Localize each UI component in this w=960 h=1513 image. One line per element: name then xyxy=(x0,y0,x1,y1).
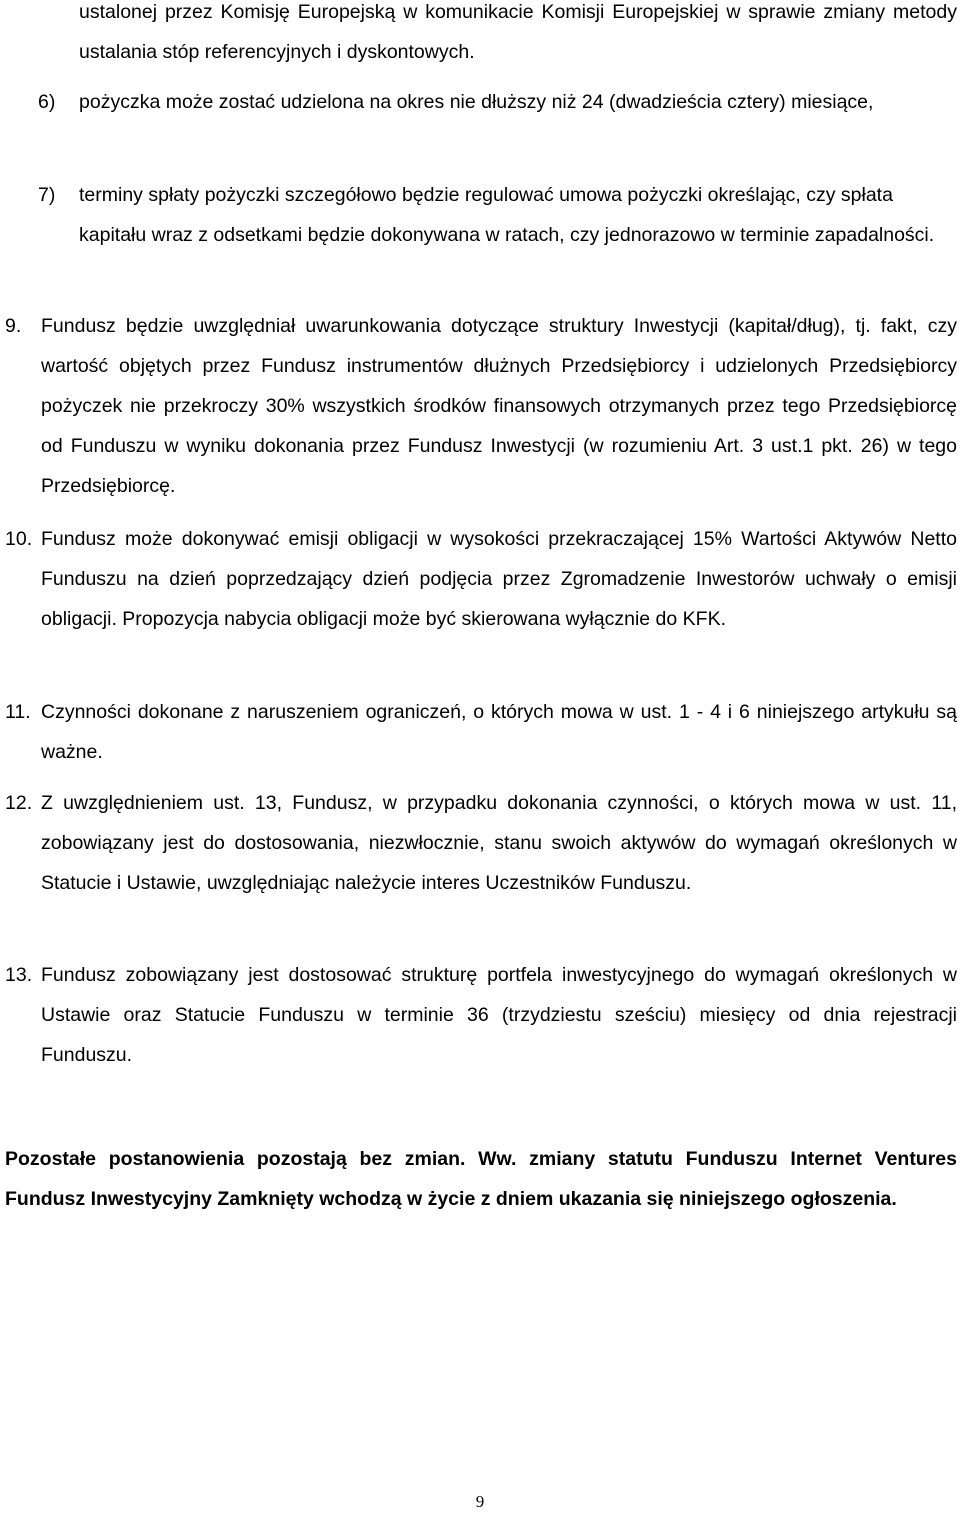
continuation-paragraph: ustalonej przez Komisję Europejską w komunikacie Komisji Europejskiej w sprawie zmiany metody ustalania stóp referencyjnych i dyskontowych. xyxy=(79,1,957,63)
point-text: Z uwzględnieniem ust. 13, Fundusz, w przypadku dokonania czynności, o których mowa w ust. 11, zobowiązany jest do dostosowania, niezwłocznie, stanu swoich aktywów do wymagań określonych w Statucie i Ustawie, uwzględniając należycie interes Uczestników Funduszu. xyxy=(41,792,957,894)
point-13 xyxy=(5,955,957,1075)
point-number: 13. xyxy=(5,964,33,986)
sub-item-7 xyxy=(38,175,957,255)
sub-item-number: 7) xyxy=(38,184,56,206)
point-10 xyxy=(5,519,957,639)
closing-paragraph: Pozostałe postanowienia pozostają bez zmian. Ww. zmiany statutu Funduszu Internet Ventures Fundusz Inwestycyjny Zamknięty wchodzą w życie z dniem ukazania się niniejszego ogłoszenia. xyxy=(5,1148,957,1210)
point-text: Fundusz może dokonywać emisji obligacji w wysokości przekraczającej 15% Wartości Aktywów Netto Funduszu na dzień poprzedzający dzień podjęcia przez Zgromadzenie Inwestorów uchwały o emisji obligacji. Propozycja nabycia obligacji może być skierowana wyłącznie do KFK. xyxy=(41,528,957,630)
point-9 xyxy=(5,306,957,506)
point-number: 10. xyxy=(5,528,33,550)
sub-item-number: 6) xyxy=(38,91,56,113)
point-text: Czynności dokonane z naruszeniem ograniczeń, o których mowa w ust. 1 - 4 i 6 niniejszego artykułu są ważne. xyxy=(41,701,957,763)
point-number: 11. xyxy=(5,701,31,723)
sub-item-6 xyxy=(38,82,957,122)
point-12 xyxy=(5,783,957,903)
page-number: 9 xyxy=(475,1492,485,1511)
point-number: 12. xyxy=(5,792,33,814)
sub-item-text: terminy spłaty pożyczki szczegółowo będzie regulować umowa pożyczki określając, czy spłata kapitału wraz z odsetkami będzie dokonywana w ratach, czy jednorazowo w terminie zapadalności. xyxy=(79,184,935,246)
point-number: 9. xyxy=(5,315,22,337)
point-11 xyxy=(5,692,957,772)
sub-item-text: pożyczka może zostać udzielona na okres nie dłuższy niż 24 (dwadzieścia cztery) miesiące, xyxy=(79,91,874,113)
point-text: Fundusz zobowiązany jest dostosować strukturę portfela inwestycyjnego do wymagań określonych w Ustawie oraz Statucie Funduszu w terminie 36 (trzydziestu sześciu) miesięcy od dnia rejestracji Funduszu. xyxy=(41,964,957,1066)
point-text: Fundusz będzie uwzględniał uwarunkowania dotyczące struktury Inwestycji (kapitał/dług), tj. fakt, czy wartość objętych przez Fundusz instrumentów dłużnych Przedsiębiorcy i udzielonych Przedsiębiorcy pożyczek nie przekroczy 30% wszystkich środków finansowych otrzymanych przez tego Przedsiębiorcę od Funduszu w wyniku dokonania przez Fundusz Inwestycji (w rozumieniu Art. 3 ust.1 pkt. 26) w tego Przedsiębiorcę. xyxy=(41,315,957,497)
